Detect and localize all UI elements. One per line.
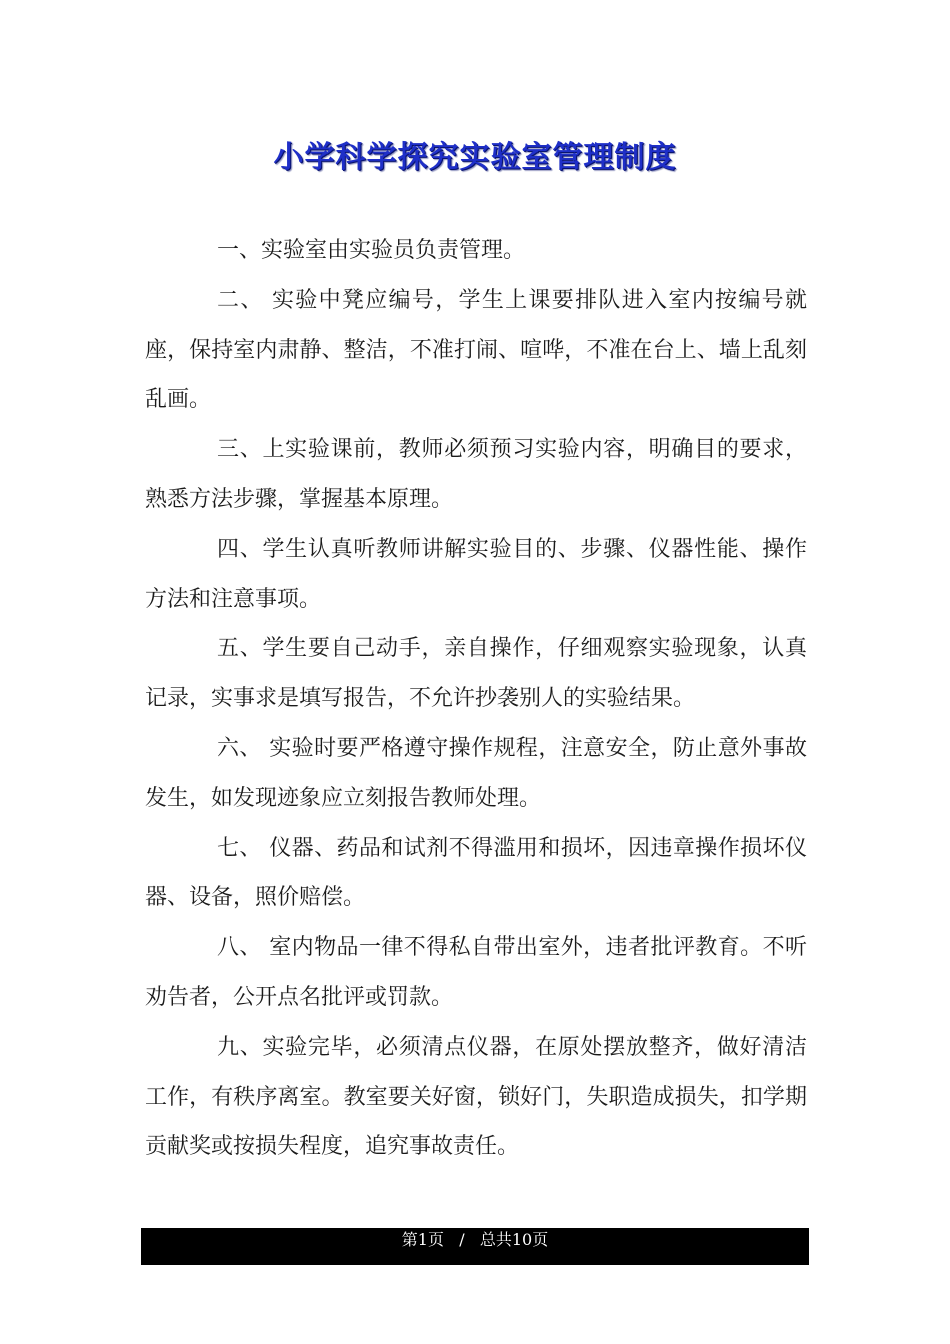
page-indicator: 第1页 / 总共10页 <box>401 1230 549 1249</box>
paragraph-5: 五、学生要自己动手，亲自操作，仔细观察实验现象，认真记录，实事求是填写报告，不允许抄袭别人的实验结果。 <box>145 636 807 712</box>
document-title: 小学科学探究实验室管理制度 <box>273 140 677 175</box>
page-footer-bar <box>141 1228 809 1265</box>
paragraph-3: 三、上实验课前，教师必须预习实验内容，明确目的要求，熟悉方法步骤，掌握基本原理。 <box>145 437 807 512</box>
paragraph-4: 四、学生认真听教师讲解实验目的、步骤、仪器性能、操作方法和注意事项。 <box>145 536 807 612</box>
paragraph-1: 一、实验室由实验员负责管理。 <box>217 238 526 263</box>
document-body <box>145 226 807 1172</box>
paragraph-2: 二、 实验中凳应编号，学生上课要排队进入室内按编号就座，保持室内肃静、整洁，不准打闹、喧哗，不准在台上、墙上乱刻乱画。 <box>145 287 807 413</box>
paragraph-8: 八、 室内物品一律不得私自带出室外，违者批评教育。不听劝告者，公开点名批评或罚款。 <box>145 935 807 1010</box>
paragraph-9: 九、实验完毕，必须清点仪器，在原处摆放整齐，做好清洁工作，有秩序离室。教室要关好窗，锁好门，失职造成损失，扣学期贡献奖或按损失程度，追究事故责任。 <box>145 1034 807 1160</box>
paragraph-7: 七、 仪器、药品和试剂不得滥用和损坏，因违章操作损坏仪器、设备，照价赔偿。 <box>145 835 807 911</box>
paragraph-6: 六、 实验时要严格遵守操作规程，注意安全，防止意外事故发生，如发现迹象应立刻报告教师处理。 <box>145 735 807 811</box>
